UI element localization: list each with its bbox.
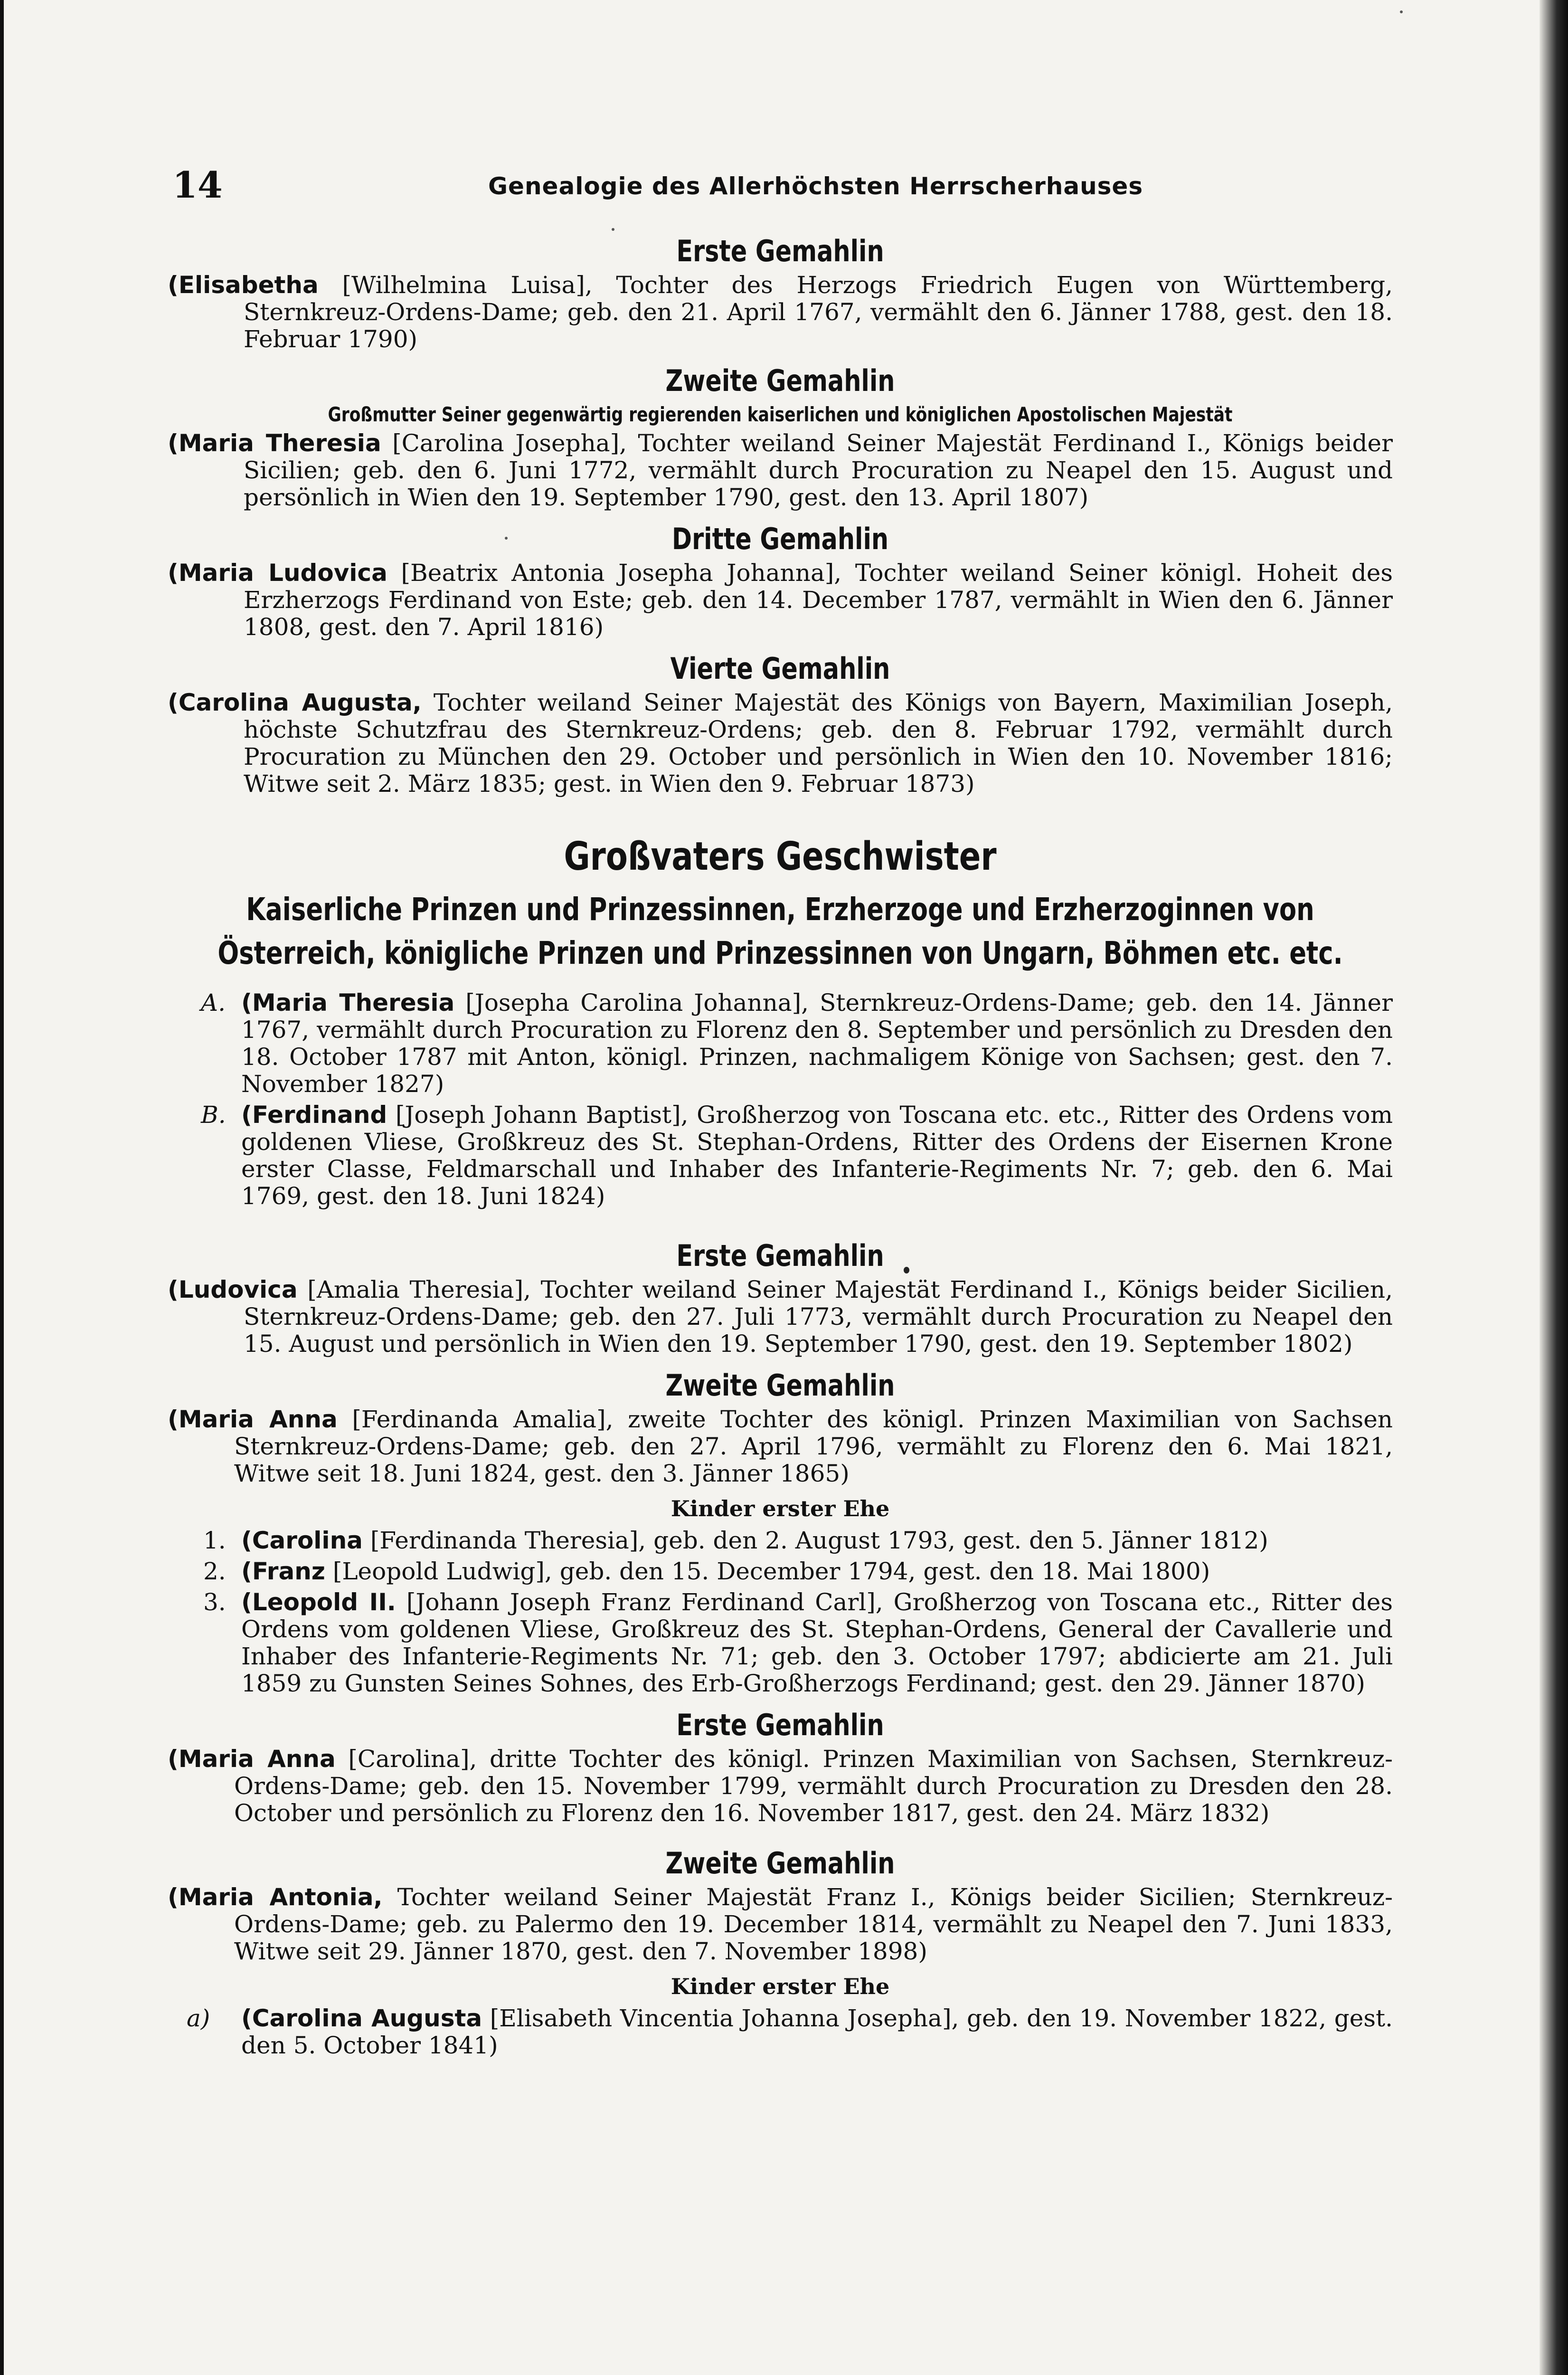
children-heading: Kinder erster Ehe [671, 1974, 890, 1999]
entry-text: [Wilhelmina Luisa], Tochter des Herzogs Friedrich Eugen von Württemberg, Sternkreuz-Ordens-Dame; geb. den 21. April 1767, vermählt den 6. Jänner 1788, gest. den 18. Februar 1790) [244, 271, 1393, 353]
print-speck [1400, 10, 1403, 13]
genealogy-entry [168, 272, 1393, 353]
child-entry [168, 1558, 1393, 1585]
page-edge-shadow [1540, 0, 1568, 2375]
child-entry [168, 2005, 1393, 2059]
entry-text: [Ferdinanda Amalia], zweite Tochter des königl. Prinzen Maximilian von Sachsen Sternkreuz-Ordens-Dame; geb. den 27. April 1796, vermählt zu Florenz den 6. Mai 1821, Witwe seit 18. Juni 1824, gest. den 3. Jänner 1865) [234, 1406, 1393, 1487]
section-subheading: Großmutter Seiner gegenwärtig regierenden kaiserlichen und königlichen Apostolischen Majestät [328, 403, 1233, 426]
section-heading: Dritte Gemahlin [671, 522, 889, 556]
person-name: (Ferdinand [241, 1101, 387, 1129]
chapter-title: Großvaters Geschwister [564, 834, 997, 879]
person-name: (Franz [241, 1558, 325, 1585]
person-name: (Carolina [241, 1527, 363, 1554]
section-heading: Erste Gemahlin [676, 1238, 884, 1273]
section-heading: Erste Gemahlin [676, 1708, 884, 1742]
person-name: (Carolina Augusta, [168, 689, 422, 716]
entry-text: [Elisabeth Vincentia Johanna Josepha], geb. den 19. November 1822, gest. den 5. October 1841) [241, 2004, 1393, 2059]
genealogy-entry [168, 560, 1393, 641]
entry-text: [Joseph Johann Baptist], Großherzog von Toscana etc. etc., Ritter des Ordens vom goldenen Vliese, Großkreuz des St. Stephan-Ordens, Ritter des Ordens der Eisernen Krone erster Classe, Feldmarschall und Inhaber des Infanterie-Regiments Nr. 7; geb. den 6. Mai 1769, gest. den 18. Juni 1824) [241, 1101, 1393, 1210]
entry-marker: A. [201, 989, 226, 1016]
print-dot [904, 1267, 909, 1273]
entry-text: [Carolina Josepha], Tochter weiland Seiner Majestät Ferdinand I., Königs beider Sicilien; geb. den 6. Juni 1772, vermählt durch Procuration zu Neapel den 15. August und persönlich in Wien den 19. September 1790, gest. den 13. April 1807) [244, 429, 1393, 511]
entry-marker: 1. [203, 1527, 226, 1554]
person-name: (Maria Anna [168, 1406, 338, 1433]
person-name: (Ludovica [168, 1276, 298, 1303]
entry-text: [Ferdinanda Theresia], geb. den 2. August 1793, gest. den 5. Jänner 1812) [370, 1527, 1268, 1554]
sibling-entry [168, 989, 1393, 1098]
section-heading: Zweite Gemahlin [665, 1846, 895, 1881]
genealogy-entry [168, 1406, 1393, 1487]
chapter-subtitle: Kaiserliche Prinzen und Prinzessinnen, Erzherzoge und Erzherzoginnen von Österreich, königliche Prinzen und Prinzessinnen von Ungarn, Böhmen etc. etc. [217, 891, 1343, 971]
person-name: (Leopold II. [241, 1588, 396, 1616]
entry-text: Tochter weiland Seiner Majestät Franz I., Königs beider Sicilien; Sternkreuz-Ordens-Dame; geb. zu Palermo den 19. December 1814, vermählt zu Neapel den 7. Juni 1833, Witwe seit 29. Jänner 1870, gest. den 7. November 1898) [234, 1883, 1393, 1965]
child-entry [168, 1527, 1393, 1554]
section-heading: Zweite Gemahlin [665, 363, 895, 398]
entry-marker: 2. [203, 1558, 226, 1585]
person-name: (Maria Theresia [241, 989, 455, 1016]
entry-text: [Beatrix Antonia Josepha Johanna], Tochter weiland Seiner königl. Hoheit des Erzherzogs Ferdinand von Este; geb. den 14. December 1787, vermählt in Wien den 6. Jänner 1808, gest. den 7. April 1816) [244, 559, 1393, 641]
entry-marker: a) [187, 2004, 210, 2032]
entry-text: [Leopold Ludwig], geb. den 15. December 1794, gest. den 18. Mai 1800) [332, 1558, 1210, 1585]
entry-marker: B. [201, 1101, 226, 1129]
child-entry [168, 1589, 1393, 1697]
page-number: 14 [172, 164, 223, 206]
section-heading: Vierte Gemahlin [670, 651, 890, 686]
running-title: Genealogie des Allerhöchsten Herrscherhauses [488, 172, 1143, 200]
children-heading: Kinder erster Ehe [671, 1496, 890, 1521]
person-name: (Maria Ludovica [168, 559, 387, 587]
entry-text: [Josepha Carolina Johanna], Sternkreuz-Ordens-Dame; geb. den 14. Jänner 1767, vermählt durch Procuration zu Florenz den 8. September und persönlich zu Dresden den 18. October 1787 mit Anton, königl. Prinzen, nachmaligem Könige von Sachsen; gest. den 7. November 1827) [241, 989, 1393, 1098]
genealogy-entry [168, 1276, 1393, 1358]
entry-text: [Johann Joseph Franz Ferdinand Carl], Großherzog von Toscana etc., Ritter des Ordens vom goldenen Vliese, Großkreuz des St. Stephan-Ordens, General der Cavallerie und Inhaber des Infanterie-Regiments Nr. 71; geb. den 3. October 1797; abdicierte am 21. Juli 1859 zu Gunsten Seines Sohnes, des Erb-Großherzogs Ferdinand; gest. den 29. Jänner 1870) [241, 1588, 1393, 1697]
sibling-entry [168, 1102, 1393, 1210]
person-name: (Carolina Augusta [241, 2004, 482, 2032]
genealogy-entry [168, 689, 1393, 798]
person-name: (Maria Anna [168, 1745, 336, 1773]
entry-text: [Amalia Theresia], Tochter weiland Seiner Majestät Ferdinand I., Königs beider Sicilien, Sternkreuz-Ordens-Dame; geb. den 27. Juli 1773, vermählt durch Procuration zu Neapel den 15. August und persönlich in Wien den 19. September 1790, gest. den 19. September 1802) [244, 1276, 1393, 1358]
genealogy-entry [168, 1884, 1393, 1965]
page-header [172, 164, 1395, 221]
entry-marker: 3. [203, 1588, 226, 1616]
person-name: (Maria Antonia, [168, 1883, 383, 1911]
section-heading: Erste Gemahlin [676, 234, 884, 268]
person-name: (Elisabetha [168, 271, 319, 299]
genealogy-entry [168, 1746, 1393, 1827]
genealogy-entry [168, 430, 1393, 511]
page-content [168, 223, 1393, 2063]
person-name: (Maria Theresia [168, 429, 381, 457]
entry-text: Tochter weiland Seiner Majestät des Königs von Bayern, Maximilian Joseph, höchste Schutzfrau des Sternkreuz-Ordens; geb. den 8. Februar 1792, vermählt durch Procuration zu München den 29. October und persönlich in Wien den 10. November 1816; Witwe seit 2. März 1835; gest. in Wien den 9. Februar 1873) [244, 689, 1393, 798]
entry-text: [Carolina], dritte Tochter des königl. Prinzen Maximilian von Sachsen, Sternkreuz-Ordens-Dame; geb. den 15. November 1799, vermählt durch Procuration zu Dresden den 28. October und persönlich zu Florenz den 16. November 1817, gest. den 24. März 1832) [234, 1745, 1393, 1827]
section-heading: Zweite Gemahlin [665, 1368, 895, 1403]
